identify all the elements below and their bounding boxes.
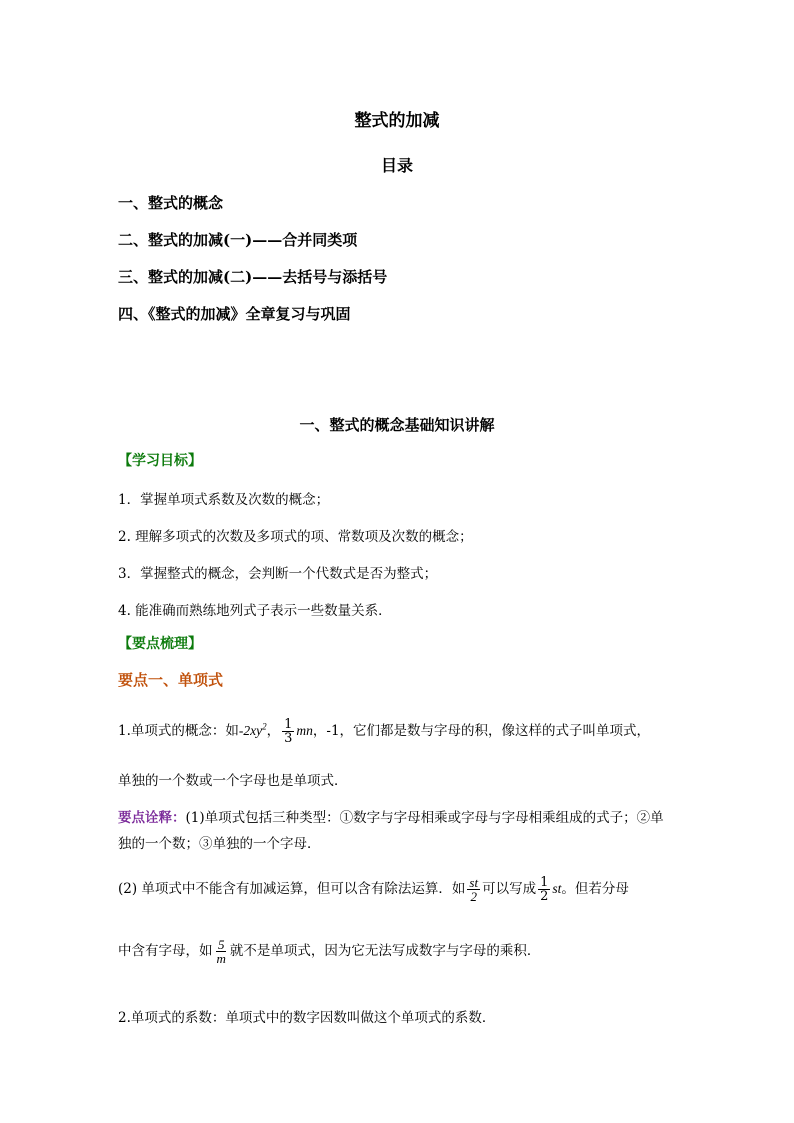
numerator: 1 — [284, 717, 293, 732]
fraction — [538, 876, 550, 903]
separator: ， — [266, 723, 281, 739]
coefficient-definition: 2.单项式的系数：单项式中的数字因数叫做这个单项式的系数． — [118, 1010, 496, 1026]
toc-item[interactable]: 一、整式的概念 — [118, 194, 224, 212]
letter-denominator-note — [118, 938, 540, 965]
note-text: (1)单项式包括三种类型：①数字与字母相乘或字母与字母相乘组成的式子；②单 — [185, 810, 664, 826]
point1-heading: 要点一、单项式 — [118, 671, 224, 689]
numerator: st — [469, 875, 479, 890]
denominator: m — [216, 951, 226, 966]
denominator: 2 — [540, 889, 549, 904]
note-prefix: 中含有字母，如 — [118, 943, 213, 959]
page-title: 整式的加减 — [354, 111, 440, 131]
division-note — [118, 876, 629, 903]
definition-prefix: 1.单项式的概念：如 — [118, 723, 239, 739]
objective-item: 3．掌握整式的概念，会判断一个代数式是否为整式； — [118, 566, 438, 582]
denominator: 3 — [284, 731, 293, 746]
example-expression: st — [552, 881, 562, 896]
toc-item[interactable]: 二、整式的加减(一)——合并同类项 — [118, 231, 358, 249]
toc-item[interactable]: 三、整式的加减(二)——去括号与添括号 — [118, 268, 388, 286]
denominator: 2 — [470, 889, 477, 904]
example-expression: -2xy — [238, 723, 263, 738]
toc-heading: 目录 — [380, 156, 413, 175]
note-tail: 就不是单项式，因为它无法写成数字与字母的乘积． — [229, 943, 541, 959]
exponent: 2 — [262, 721, 267, 732]
note-line2: 独的一个数；③单独的一个字母． — [118, 836, 321, 852]
toc-item[interactable]: 四、《整式的加减》全章复习与巩固 — [118, 305, 351, 323]
monomial-definition — [118, 718, 650, 745]
note-line — [118, 806, 664, 826]
monomial-definition-line2: 单独的一个数或一个字母也是单项式． — [118, 773, 348, 789]
division-prefix: (2) 单项式中不能含有加减运算，但可以含有除法运算．如 — [118, 881, 466, 897]
section-heading: 一、整式的概念基础知识讲解 — [299, 416, 495, 434]
definition-tail: ，-1，它们都是数与字母的积，像这样的式子叫单项式， — [312, 723, 651, 739]
division-tail: 。但若分母 — [561, 881, 629, 897]
note-label: 要点诠释： — [118, 810, 186, 826]
objective-item: 2. 理解多项式的次数及多项式的项、常数项及次数的概念； — [118, 529, 473, 545]
fraction — [282, 718, 294, 745]
numerator: 5 — [217, 937, 225, 952]
objective-item: 1．掌握单项式系数及次数的概念； — [118, 492, 330, 508]
fraction — [467, 876, 480, 903]
objectives-label: 【学习目标】 — [118, 453, 202, 469]
numerator: 1 — [540, 875, 549, 890]
key-points-label: 【要点梳理】 — [118, 636, 202, 652]
example-expression: mn — [296, 723, 313, 738]
objective-item: 4. 能准确而熟练地列式子表示一些数量关系． — [118, 603, 392, 619]
division-middle: 可以写成 — [482, 881, 537, 897]
fraction — [215, 938, 228, 965]
